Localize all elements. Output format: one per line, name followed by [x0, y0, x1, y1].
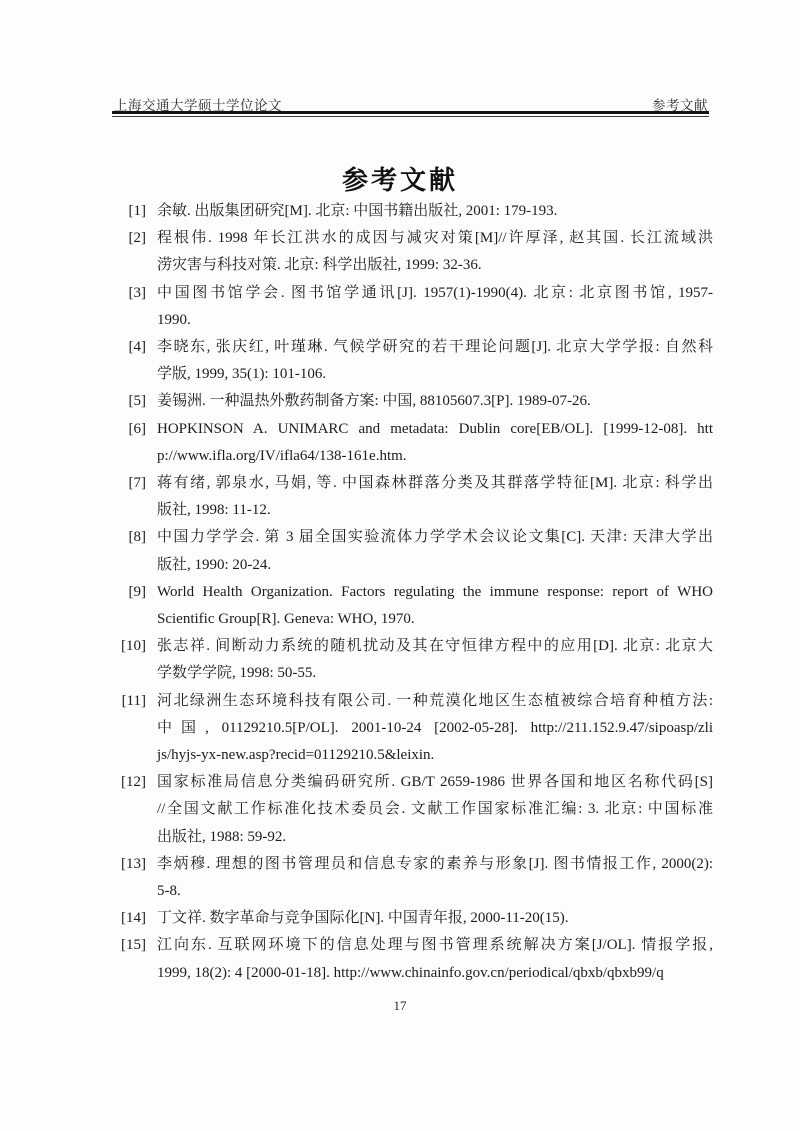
reference-item [113, 334, 713, 388]
reference-line: 1999, 18(2): 4 [2000-01-18]. http://www.chinainfo.gov.cn/periodical/qbxb/qbxb99/q [157, 964, 664, 981]
reference-number: [12] [121, 774, 146, 791]
reference-line: 丁文祥. 数字革命与竞争国际化[N]. 中国青年报, 2000-11-20(15). [157, 910, 569, 927]
reference-line: 江向东. 互联网环境下的信息处理与图书管理系统解决方案[J/OL]. 情报学报, [157, 937, 713, 954]
reference-line: //全国文献工作标准化技术委员会. 文献工作国家标准汇编: 3. 北京: 中国标准 [157, 801, 713, 818]
reference-line: 中国力学学会. 第 3 届全国实验流体力学学术会议论文集[C]. 天津: 天津大学出 [157, 529, 713, 546]
header-right-text: 参考文献 [652, 98, 708, 113]
header-rule [112, 111, 709, 117]
reference-line: 出版社, 1988: 59-92. [157, 828, 287, 845]
reference-line: 国家标准局信息分类编码研究所. GB/T 2659-1986 世界各国和地区名称代码[S] [157, 774, 713, 791]
reference-number: [10] [121, 638, 146, 655]
reference-item [113, 688, 713, 770]
reference-line: 中国, 01129210.5[P/OL]. 2001-10-24 [2002-05-28]. http://211.152.9.47/sipoasp/zli [157, 719, 713, 736]
reference-line: 河北绿洲生态环境科技有限公司. 一种荒漠化地区生态植被综合培育种植方法: [157, 692, 713, 709]
reference-text [157, 388, 713, 415]
reference-line: js/hyjs-yx-new.asp?recid=01129210.5&leixin. [157, 747, 435, 764]
reference-number: [14] [121, 910, 146, 927]
reference-text [157, 905, 713, 932]
reference-text [157, 851, 713, 905]
reference-item [113, 388, 713, 415]
reference-line: 李炳穆. 理想的图书管理员和信息专家的素养与形象[J]. 图书情报工作, 2000(2): [157, 855, 713, 872]
reference-text [157, 225, 713, 279]
reference-item [113, 932, 713, 986]
reference-text [157, 280, 713, 334]
reference-line: 张志祥. 间断动力系统的随机扰动及其在守恒律方程中的应用[D]. 北京: 北京大 [157, 638, 713, 655]
reference-item [113, 524, 713, 578]
reference-item [113, 280, 713, 334]
reference-line: 学版, 1999, 35(1): 101-106. [157, 366, 327, 383]
reference-number: [5] [128, 393, 146, 410]
reference-text [157, 416, 713, 470]
reference-item [113, 851, 713, 905]
reference-line: 学数学学院, 1998: 50-55. [157, 665, 317, 682]
reference-item [113, 633, 713, 687]
reference-text [157, 524, 713, 578]
reference-text [157, 579, 713, 633]
reference-item [113, 470, 713, 524]
reference-line: 版社, 1990: 20-24. [157, 556, 272, 573]
reference-number: [9] [128, 583, 146, 600]
reference-line: 程根伟. 1998 年长江洪水的成因与减灾对策[M]//许厚泽, 赵其国. 长江流域洪 [157, 230, 713, 247]
reference-line: 余敏. 出版集团研究[M]. 北京: 中国书籍出版社, 2001: 179-193. [157, 203, 558, 219]
reference-line: HOPKINSON A. UNIMARC and metadata: Dublin core[EB/OL]. [1999-12-08]. htt [157, 420, 713, 437]
reference-text [157, 334, 713, 388]
reference-line: 涝灾害与科技对策. 北京: 科学出版社, 1999: 32-36. [157, 257, 482, 274]
reference-text [157, 198, 713, 225]
page-footer [0, 998, 800, 1014]
reference-line: Scientific Group[R]. Geneva: WHO, 1970. [157, 611, 415, 628]
reference-item [113, 579, 713, 633]
reference-number: [7] [128, 475, 146, 492]
reference-text [157, 633, 713, 687]
reference-number: [1] [128, 203, 146, 219]
reference-line: p://www.ifla.org/IV/ifla64/138-161e.htm. [157, 447, 407, 464]
reference-number: [6] [128, 420, 146, 437]
reference-line: World Health Organization. Factors regulating the immune response: report of WHO [157, 583, 713, 600]
reference-number: [2] [128, 230, 146, 247]
header-left-text: 上海交通大学硕士学位论文 [114, 98, 282, 113]
reference-number: [3] [128, 284, 146, 301]
reference-item [113, 905, 713, 932]
reference-item [113, 769, 713, 851]
reference-line: 蒋有绪, 郭泉水, 马娟, 等. 中国森林群落分类及其群落学特征[M]. 北京: 科学出 [157, 475, 713, 492]
reference-text [157, 932, 713, 986]
reference-text [157, 769, 713, 851]
reference-line: 1990. [157, 311, 191, 328]
reference-line: 李晓东, 张庆红, 叶瑾琳. 气候学研究的若干理论问题[J]. 北京大学学报: 自然科 [157, 339, 713, 356]
reference-number: [11] [121, 692, 146, 709]
reference-number: [8] [128, 529, 146, 546]
reference-line: 5-8. [157, 883, 181, 900]
reference-line: 姜锡洲. 一种温热外敷药制备方案: 中国, 88105607.3[P]. 1989-07-26. [157, 393, 591, 410]
reference-line: 版社, 1998: 11-12. [157, 502, 271, 519]
reference-text [157, 470, 713, 524]
reference-text [157, 688, 713, 770]
page-title: 参考文献 [341, 165, 458, 195]
reference-item [113, 198, 713, 225]
reference-number: [4] [128, 339, 146, 356]
reference-number: [15] [121, 937, 146, 954]
reference-line: 中国图书馆学会. 图书馆学通讯[J]. 1957(1)-1990(4). 北京: 北京图书馆, 1957- [157, 284, 713, 301]
reference-number: [13] [121, 855, 146, 872]
reference-item [113, 225, 713, 279]
reference-item [113, 416, 713, 470]
reference-list [113, 198, 713, 987]
page-number: 17 [393, 998, 407, 1013]
